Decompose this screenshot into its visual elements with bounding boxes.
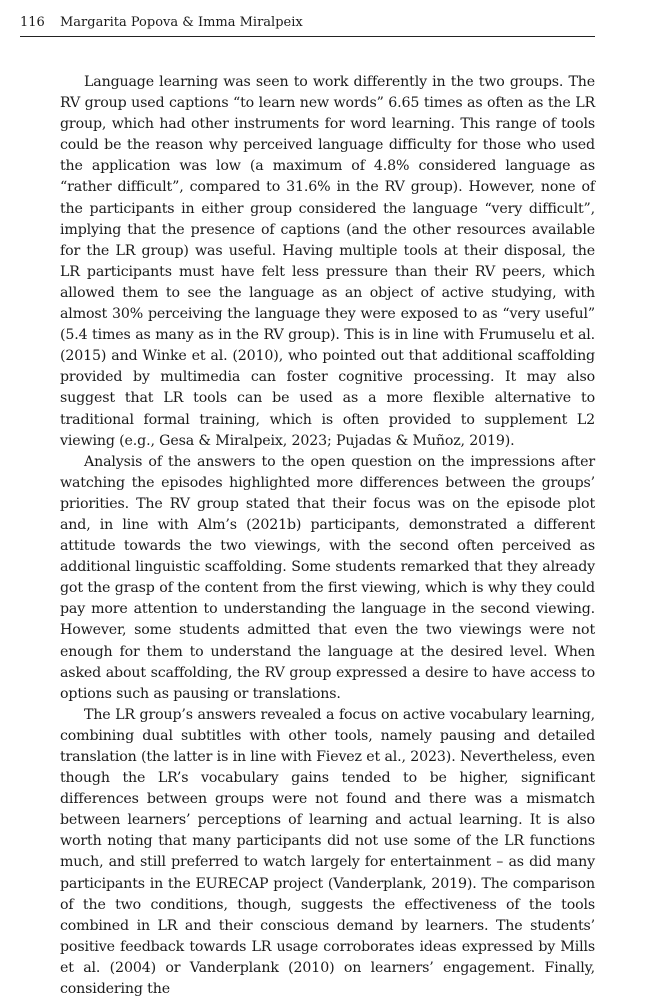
paragraph: Language learning was seen to work differently in the two groups. The RV group used captions “to learn new words” 6.65 times as often as the LR group, which had other instruments for word learning. This range of tools could be the reason why perceived language difficulty for those who used the application was low (a maximum of 4.8% considered language as “rather difficult”, compared to 31.6% in the RV group). However, none of the participants in either group considered the language “very difficult”, implying that the presence of captions (and the other resources available for the LR group) was useful. Having multiple tools at their disposal, the LR participants must have felt less pressure than their RV peers, which allowed them to see the language as an object of active studying, with almost 30% perceiving the language they were exposed to as “very useful” (5.4 times as many as in the RV group). This is in line with Frumuselu et al. (2015) and Winke et al. (2010), who pointed out that additional scaffolding provided by multimedia can foster cognitive processing. It may also suggest that LR tools can be used as a more flexible alternative to traditional formal training, which is often provided to supplement L2 viewing (e.g., Gesa & Miralpeix, 2023; Pujadas & Muñoz, 2019). xyxy=(60,74,595,449)
page-number: 116 xyxy=(20,15,45,30)
running-head-authors: Margarita Popova & Imma Miralpeix xyxy=(60,15,303,30)
body-text xyxy=(60,72,595,1000)
paragraph: Analysis of the answers to the open question on the impressions after watching the episodes highlighted more differences between the groups’ priorities. The RV group stated that their focus was on the episode plot and, in line with Alm’s (2021b) participants, demonstrated a different attitude towards the two viewings, with the second often perceived as additional linguistic scaffolding. Some students remarked that they already got the grasp of the content from the first viewing, which is why they could pay more attention to understanding the language in the second viewing. However, some students admitted that even the two viewings were not enough for them to understand the language at the desired level. When asked about scaffolding, the RV group expressed a desire to have access to options such as pausing or translations. xyxy=(60,453,595,702)
running-head xyxy=(20,14,595,37)
paragraph: The LR group’s answers revealed a focus on active vocabulary learning, combining dual subtitles with other tools, namely pausing and detailed translation (the latter is in line with Fievez et al., 2023). Nevertheless, even though the LR’s vocabulary gains tended to be higher, significant differences between groups were not found and there was a mismatch between learners’ perceptions of learning and actual learning. It is also worth noting that many participants did not use some of the LR functions much, and still preferred to watch largely for entertainment – as did many participants in the EURECAP project (Vanderplank, 2019). The comparison of the two conditions, though, suggests the effectiveness of the tools combined in LR and their conscious demand by learners. The students’ positive feedback towards LR usage corroborates ideas expressed by Mills et al. (2004) or Vanderplank (2010) on learners’ engagement. Finally, considering the xyxy=(60,706,595,998)
